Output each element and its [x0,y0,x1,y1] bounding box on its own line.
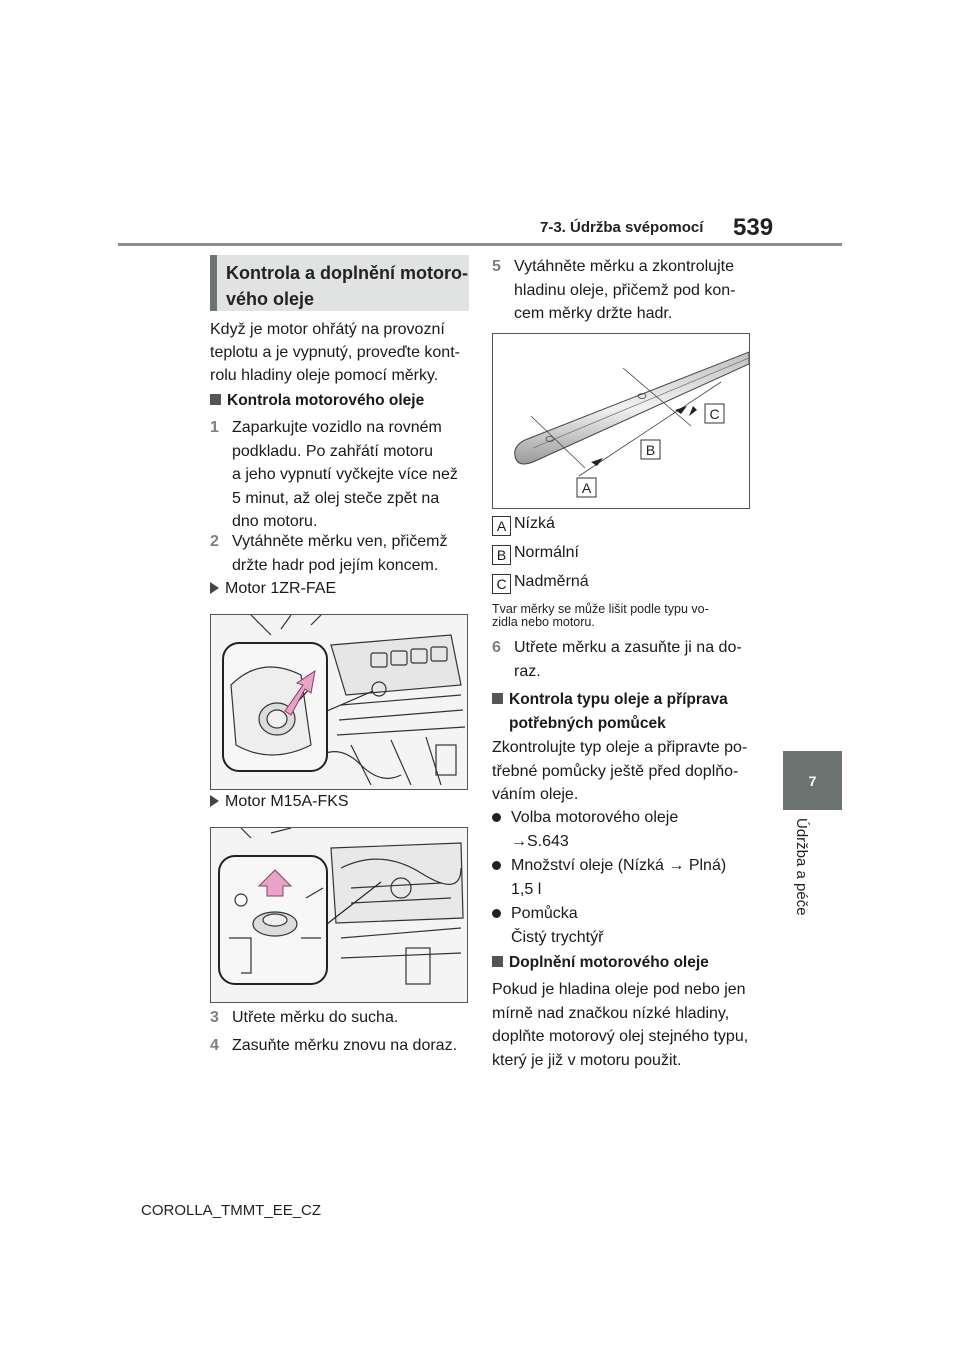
intro-line: teplotu a je vypnutý, proveďte kont- [210,344,460,361]
bullet-dot-icon [492,813,501,822]
paragraph-line: mírně nad značkou nízké hladiny, [492,1004,730,1022]
step-line: 5 minut, až olej steče zpět na [232,489,440,507]
sub-heading-oil-type [492,688,728,735]
step-line: hladinu oleje, přičemž pod kon- [514,281,736,299]
step-line: a jeho vypnutí vyčkejte více než [232,466,458,483]
engine-label-m15a [210,793,349,811]
step-text [514,255,735,326]
footer-code: COROLLA_TMMT_EE_CZ [141,1202,322,1219]
step-4 [210,1034,470,1058]
step-6 [492,636,752,684]
section-heading-line2: vého oleje [226,289,315,309]
engine-photo-1zr [210,614,468,790]
sub-heading-oil-refill [492,954,709,972]
square-bullet-icon [210,394,221,405]
legend-key: C [492,574,511,594]
engine-photo-m15a [210,827,468,1003]
bullet-line: Pomůcka [511,905,578,922]
step-line: Zasuňte měrku znovu na doraz. [232,1037,458,1054]
step-line: držte hadr pod jejím koncem. [232,556,439,574]
page-reference-link[interactable]: →S.643 [511,832,569,850]
paragraph-line: který je již v motoru použit. [492,1051,682,1069]
sub-heading-oil-check [210,392,424,410]
page-number: 539 [733,214,774,241]
intro-line: Když je motor ohřátý na provozní [210,321,445,338]
engine-label-text: Motor M15A-FKS [225,793,349,810]
legend-item-normal [492,541,579,565]
bullet-oil-quantity [492,854,752,902]
legend-item-low [492,512,555,536]
step-line: Zaparkujte vozidlo na rovném [232,419,442,436]
header-rule [118,243,842,246]
step-2 [210,530,470,578]
bullet-line: 1,5 l [511,880,542,898]
dipstick-illustration [493,334,749,508]
oil-refill-paragraph [492,978,748,1072]
step-line: Vytáhněte měrku ven, přičemž [232,533,448,550]
engine-illustration [211,828,467,1002]
bullet-text [511,806,678,853]
step-number: 3 [210,1009,219,1026]
chapter-tab[interactable]: 7 [783,751,842,810]
section-heading-box [210,255,469,311]
paragraph-line: Zkontrolujte typ oleje a připravte po- [492,739,748,756]
legend-text: Nadměrná [514,573,589,590]
engine-illustration [211,615,467,789]
step-number: 1 [210,419,219,436]
bullet-dot-icon [492,909,501,918]
sub-heading-text: Doplnění motorového oleje [509,954,709,971]
step-5 [492,255,752,327]
dipstick-diagram [492,333,750,509]
triangle-arrow-icon [210,582,219,594]
bullet-text [511,854,726,901]
engine-label-text: Motor 1ZR-FAE [225,580,337,597]
step-line: Utřete měrku do sucha. [232,1009,399,1026]
step-text [232,530,448,577]
step-number: 5 [492,258,501,275]
paragraph-line: doplňte motorový olej stejného typu, [492,1028,749,1045]
square-bullet-icon [492,693,503,704]
legend-key: B [492,545,511,565]
legend-text: Nízká [514,515,555,532]
step-text [514,636,742,683]
section-heading-line1: Kontrola a doplnění motoro- [226,263,468,283]
paragraph-line: Pokud je hladina oleje pod nebo jen [492,981,746,998]
oil-type-paragraph [492,736,747,807]
step-line: dno motoru. [232,513,318,530]
bullet-text [511,902,603,949]
intro-line: rolu hladiny oleje pomocí měrky. [210,367,439,384]
step-line: Vytáhněte měrku a zkontrolujte [514,258,734,275]
chapter-title [790,818,812,928]
note-line: Tvar měrky se může lišit podle typu vo- [492,602,709,616]
step-text [232,1034,457,1058]
step-line: podkladu. Po zahřátí motoru [232,442,434,460]
step-line: cem měrky držte hadr. [514,305,673,322]
engine-label-1zr [210,580,336,598]
bullet-line: Množství oleje (Nízká → Plná) [511,857,727,874]
bullet-line: Volba motorového oleje [511,809,679,826]
bullet-oil-selection [492,806,752,854]
diagram-label-a: A [581,480,592,496]
step-text [232,1006,398,1030]
chapter-title-text: Údržba a péče [793,818,810,916]
legend-key: A [492,516,511,536]
paragraph-line: třebné pomůcky ještě před doplňo- [492,762,739,780]
bullet-tool [492,902,752,950]
diagram-label-c: C [709,406,720,422]
note-line: zidla nebo motoru. [492,615,595,629]
section-label: 7-3. Údržba svépomocí [540,219,704,236]
sub-heading-row [492,688,728,712]
step-text [232,416,458,534]
note-text [492,603,709,629]
legend-text: Normální [514,544,579,561]
step-1 [210,416,470,534]
bullet-dot-icon [492,861,501,870]
step-line: raz. [514,662,541,680]
step-number: 6 [492,639,501,656]
paragraph-line: váním oleje. [492,786,579,803]
sub-heading-text: Kontrola motorového oleje [227,392,425,409]
bullet-line: Čistý trychtýř [511,928,604,946]
intro-paragraph [210,318,470,387]
step-number: 2 [210,533,219,550]
diagram-label-b: B [645,442,656,458]
sub-heading-text: potřebných pomůcek [509,714,666,732]
legend-item-excess [492,570,589,594]
triangle-arrow-icon [210,795,219,807]
step-3 [210,1006,470,1030]
square-bullet-icon [492,956,503,967]
step-line: Utřete měrku a zasuňte ji na do- [514,639,742,656]
step-number: 4 [210,1037,219,1054]
sub-heading-text: Kontrola typu oleje a příprava [509,691,728,708]
